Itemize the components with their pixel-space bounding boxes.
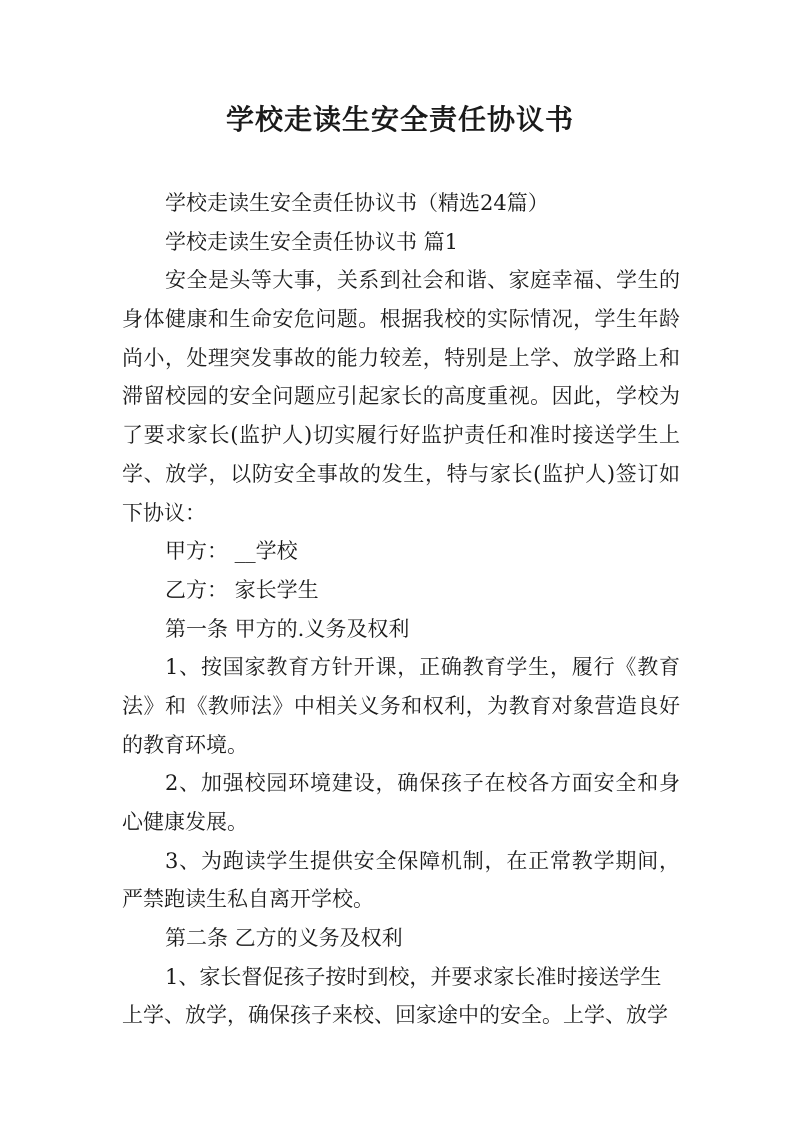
text-line: 下协议： — [122, 500, 206, 525]
paragraph — [122, 184, 680, 223]
text-line: 第二条 乙方的义务及权利 — [165, 926, 403, 951]
text-line: 的教育环境。 — [122, 732, 248, 757]
document-body — [122, 184, 680, 1035]
document-title: 学校走读生安全责任协议书 — [225, 103, 574, 136]
text-line: 1、按国家教育方针开课，正确教育学生，履行《教育 — [165, 655, 680, 680]
text-line: 学、放学，以防安全事故的发生，特与家长(监护人)签订如 — [122, 461, 680, 486]
paragraph — [122, 919, 680, 958]
paragraph — [122, 571, 680, 610]
paragraph — [122, 223, 680, 262]
text-line: 3、为跑读学生提供安全保障机制，在正常教学期间， — [165, 848, 680, 873]
paragraph — [122, 532, 680, 571]
text-line: 尚小，处理突发事故的能力较差，特别是上学、放学路上和 — [122, 345, 680, 370]
text-line: 学校走读生安全责任协议书 篇1 — [165, 229, 459, 254]
text-line: 安全是头等大事，关系到社会和谐、家庭幸福、学生的 — [165, 268, 680, 293]
paragraph — [122, 648, 680, 764]
paragraph — [122, 764, 680, 841]
text-line: 第一条 甲方的.义务及权利 — [165, 616, 410, 641]
text-line: 严禁跑读生私自离开学校。 — [122, 887, 374, 912]
text-line: 乙方： 家长学生 — [165, 577, 319, 602]
paragraph — [122, 610, 680, 649]
text-line: 上学、放学，确保孩子来校、回家途中的安全。上学、放学 — [122, 1003, 668, 1028]
text-line: 1、家长督促孩子按时到校，并要求家长准时接送学生 — [165, 964, 662, 989]
text-line: 身体健康和生命安危问题。根据我校的实际情况，学生年龄 — [122, 307, 680, 332]
paragraph — [122, 842, 680, 919]
text-line: 甲方： __学校 — [165, 539, 298, 564]
text-line: 学校走读生安全责任协议书（精选24篇） — [165, 191, 549, 215]
text-line: 心健康发展。 — [122, 810, 248, 834]
text-line: 了要求家长(监护人)切实履行好监护责任和准时接送学生上 — [122, 423, 680, 448]
text-line: 滞留校园的安全问题应引起家长的高度重视。因此，学校为 — [122, 384, 680, 409]
text-line: 法》和《教师法》中相关义务和权利，为教育对象营造良好 — [122, 693, 680, 718]
paragraph — [122, 958, 680, 1035]
paragraph — [122, 261, 680, 532]
text-line: 2、加强校园环境建设，确保孩子在校各方面安全和身 — [165, 771, 680, 796]
